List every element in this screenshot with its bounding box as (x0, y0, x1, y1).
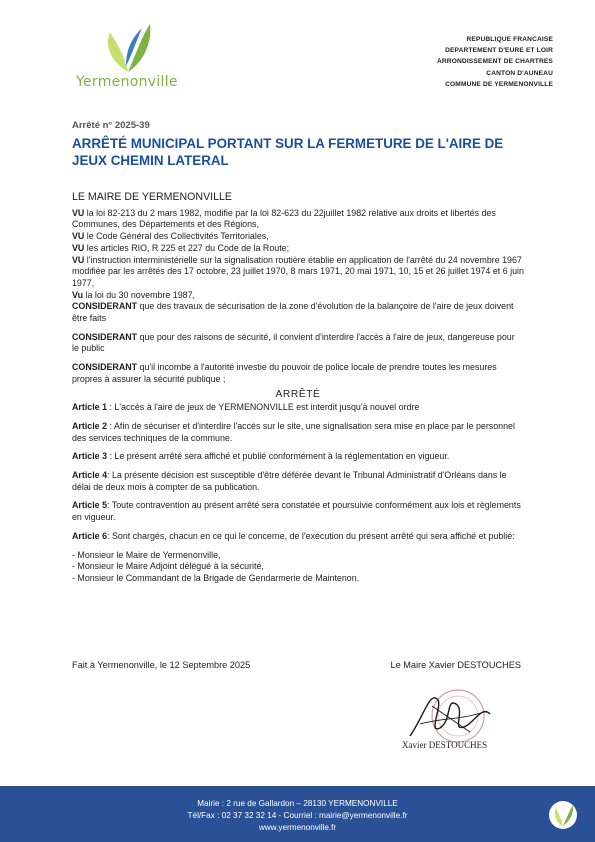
considerant-label: CONSIDERANT (72, 301, 138, 312)
vu-text: les articles RIO, R 225 et 227 du Code de la Route; (84, 242, 290, 253)
article-label: Article 3 (72, 451, 108, 462)
footer-contact (0, 798, 595, 833)
recipient-item: - Monsieur le Commandant de la Brigade de Gendarmerie de Maintenon. (72, 572, 360, 583)
footer-phone-email: Tél/Fax : 02 37 32 32 14 - Courriel : mairie@yermenonville.fr (187, 810, 408, 820)
article-label: Article 4 (72, 470, 108, 481)
footer-logo-icon (548, 800, 578, 830)
vu-text: l'instruction interministérielle sur la signalisation routière établie en application de l'arrêté du 24 novembre 1967 modifiée par les arrêtés des 17 octobre, 23 juillet 1970, 8 mars 1971, 20 mai 1971, 10, 15 et 26 juillet 1974 et 6 juin 1977, (72, 254, 524, 288)
vu-paragraph (72, 255, 524, 290)
admin-line: DEPARTEMENT D'EURE ET LOIR (445, 47, 553, 55)
article-text: : L'accès à l'aire de jeux de YERMENONVILLE est interdit jusqu'à nouvel ordre (107, 402, 420, 413)
considerant-paragraph (72, 301, 524, 324)
article-paragraph (72, 531, 524, 543)
vu-text: la loi 82-213 du 2 mars 1982, modifie par la loi 82-623 du 22juillet 1982 relative aux droits et libertés des Communes, des Départements et des Régions, (72, 207, 496, 230)
administrative-header (437, 34, 553, 90)
vu-text: la loi du 30 novembre 1987, (83, 289, 196, 300)
article-paragraph (72, 451, 524, 463)
signer-name: Le Maire Xavier DESTOUCHES (390, 660, 521, 670)
vu-paragraph (72, 243, 524, 255)
document-title: ARRÊTÉ MUNICIPAL PORTANT SUR LA FERMETURE DE L'AIRE DE JEUX CHEMIN LATERAL (72, 136, 504, 168)
admin-line: CANTON D'AUNEAU (486, 69, 553, 77)
article-label: Article 2 (72, 420, 108, 431)
article-label: Article 6 (72, 530, 108, 541)
vu-text: le Code Général des Collectivités Territoriales, (84, 231, 269, 242)
logo-text: Yermenonville (76, 74, 178, 90)
considerant-text: que des travaux de sécurisation de la zone d'évolution de la balançoire de l'aire de jeux doivent être faits (72, 301, 514, 324)
considerant-paragraph (72, 362, 524, 385)
considerant-text: qu'il incombe à l'autorité investie du pouvoir de police locale de prendre toutes les mesures propres à assurer la sécurité publique ; (72, 362, 497, 384)
considerant-label: CONSIDERANT (72, 362, 138, 373)
commune-logo (72, 18, 182, 94)
maire-heading: LE MAIRE DE YERMENONVILLE (72, 191, 232, 203)
considerant-text: que pour des raisons de sécurité, il convient d'interdire l'accès à l'aire de jeux, dangereuse pour le public (72, 331, 515, 354)
considerant-label: CONSIDERANT (72, 331, 138, 342)
vu-label: VU (72, 207, 85, 218)
document-body (72, 192, 524, 585)
vu-label: Vu (72, 289, 84, 300)
arrete-number: Arrêté n° 2025-39 (72, 120, 150, 131)
vu-label: VU (72, 231, 85, 242)
footer (0, 786, 595, 842)
signature-name: Xavier DESTOUCHES (402, 740, 488, 750)
article-text: : Toute contravention au présent arrêté sera constatée et poursuivie conformément aux lois et règlements en vigueur. (72, 500, 521, 523)
footer-address: Mairie : 2 rue de Gallardon – 28130 YERMENONVILLE (197, 799, 398, 808)
article-text: : Le présent arrêté sera affiché et publié conformément à la réglementation en vigueur. (107, 451, 450, 462)
leaf-logo-icon (102, 18, 154, 74)
admin-line: REPUBLIQUE FRANCAISE (466, 36, 553, 43)
place-date: Fait à Yermenonville, le 12 Septembre 2025 (72, 660, 251, 670)
considerant-paragraph (72, 332, 524, 355)
admin-line: COMMUNE DE YERMENONVILLE (445, 80, 553, 88)
article-label: Article 1 (72, 402, 108, 413)
vu-paragraph (72, 290, 524, 302)
article-paragraph (72, 500, 524, 523)
vu-label: VU (72, 254, 85, 265)
article-text: : Afin de sécuriser et d'interdire l'accès sur le site, une signalisation sera mise en place par le personnel des services techniques de la commune. (72, 420, 515, 443)
recipient-item: - Monsieur le Maire de Yermenonville, (72, 549, 221, 560)
article-text: : La présente décision est susceptible d'être déférée devant le Tribunal Administratif d'Orléans dans le délai de deux mois à compter de sa publication. (72, 470, 507, 492)
article-paragraph (72, 421, 524, 444)
footer-website: www.yermenonville.fr (258, 822, 337, 832)
vu-paragraph (72, 208, 524, 231)
arrete-heading: ARRÊTÉ (275, 388, 321, 400)
recipient-item: - Monsieur le Maire Adjoint délégué à la sécurité, (72, 561, 264, 572)
article-text: : Sont chargés, chacun en ce qui le concerne, de l'exécution du présent arrêté qui sera affiché et publié: (107, 530, 515, 541)
article-label: Article 5 (72, 500, 108, 511)
vu-paragraph (72, 231, 524, 243)
article-paragraph (72, 402, 524, 414)
article-paragraph (72, 470, 524, 493)
signature-stamp-icon (380, 676, 530, 766)
vu-label: VU (72, 242, 85, 253)
admin-line: ARRONDISSEMENT DE CHARTRES (436, 58, 553, 66)
